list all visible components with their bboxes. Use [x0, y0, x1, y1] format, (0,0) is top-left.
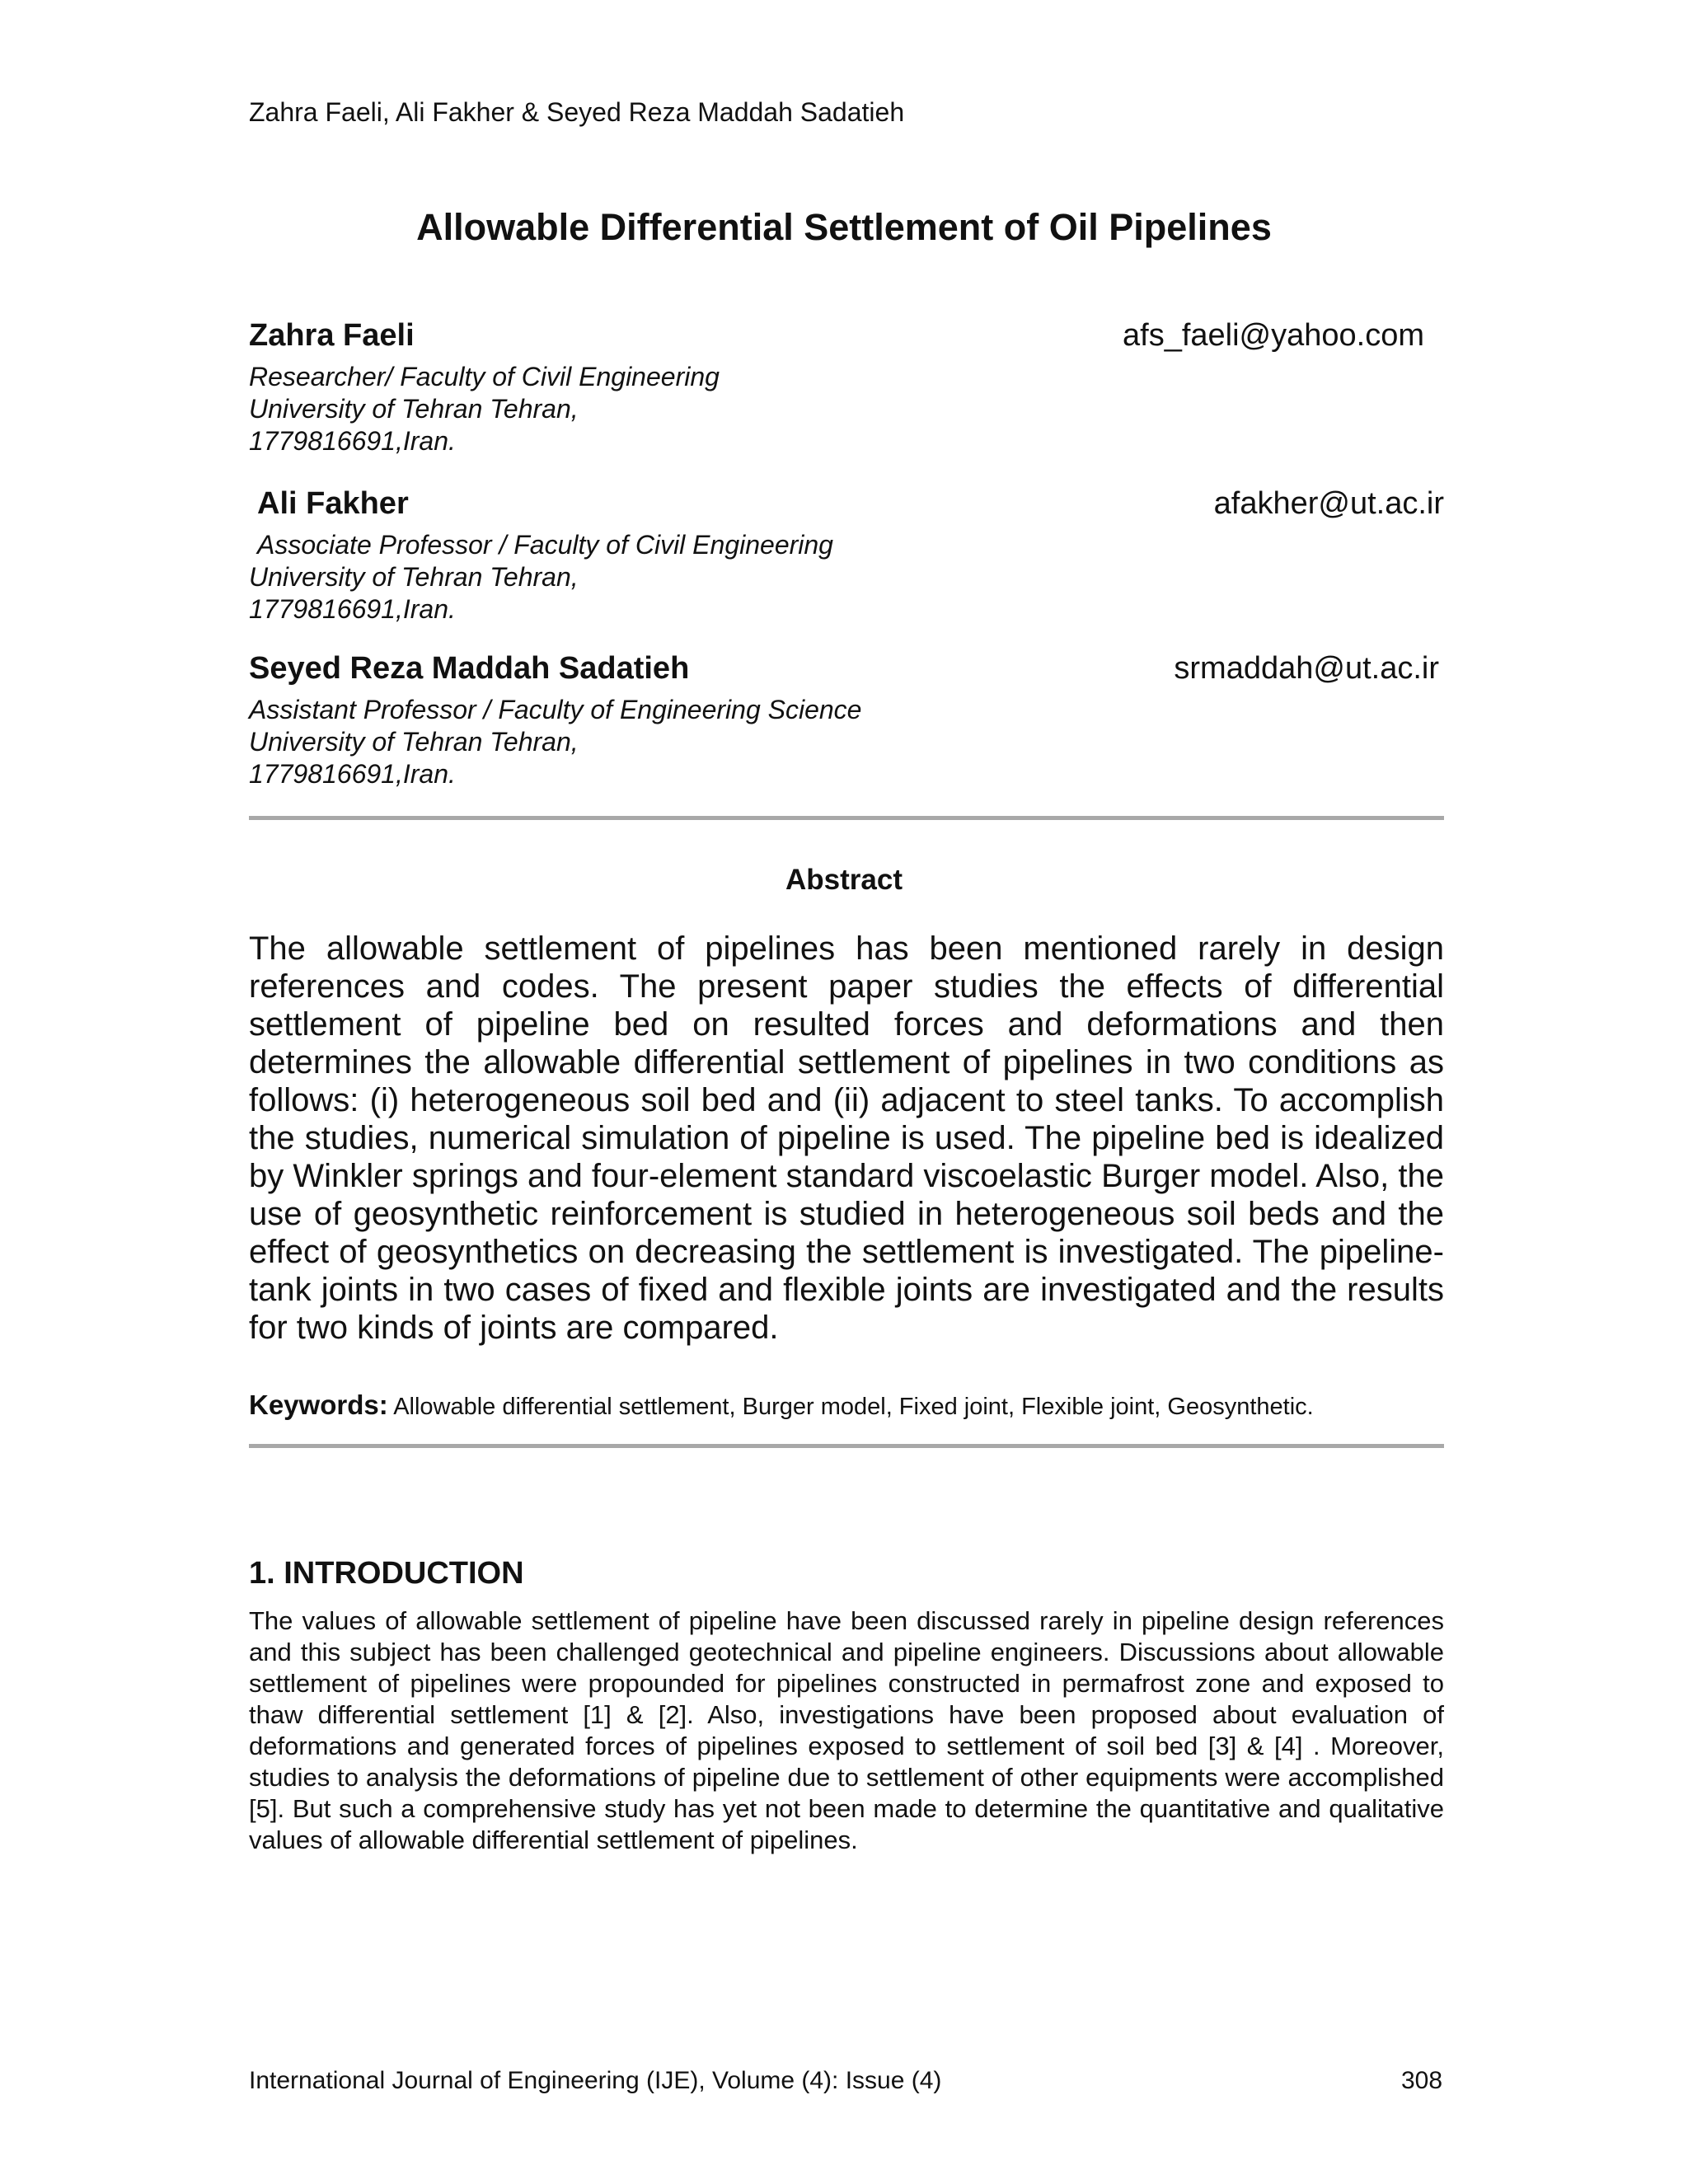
author-email: afakher@ut.ac.ir [1213, 486, 1444, 521]
abstract-text: The allowable settlement of pipelines has been mentioned rarely in design references and codes. The present paper studies the effects of differential settlement of pipeline bed on resulted forces and deformations and then determines the allowable differential settlement of pipelines in two conditions as follows: (i) heterogeneous soil bed and (ii) adjacent to steel tanks. To accomplish the studies, numerical simulation of pipeline is used. The pipeline bed is idealized by Winkler springs and four-element standard viscoelastic Burger model. Also, the use of geosynthetic reinforcement is studied in heterogeneous soil beds and the effect of geosynthetics on decreasing the settlement is investigated. The pipeline-tank joints in two cases of fixed and flexible joints are investigated and the results for two kinds of joints are compared. [249, 930, 1444, 1346]
author-name: Ali Fakher [257, 486, 409, 521]
author-block-1 [249, 318, 1444, 457]
author-block-3 [249, 651, 1444, 790]
section-heading: 1. INTRODUCTION [249, 1556, 524, 1591]
keywords-label: Keywords: [249, 1390, 388, 1420]
affiliation-line: Associate Professor / Faculty of Civil Engineering [257, 530, 833, 560]
section-divider [249, 1444, 1444, 1448]
page-number: 308 [1401, 2067, 1443, 2094]
author-email: srmaddah@ut.ac.ir [1174, 651, 1439, 686]
affiliation-line: University of Tehran Tehran, [249, 727, 579, 757]
affiliation-line: University of Tehran Tehran, [249, 394, 579, 424]
author-block-2 [249, 486, 1444, 626]
affiliation-line: 1779816691,Iran. [249, 426, 456, 456]
author-name: Zahra Faeli [249, 318, 415, 353]
affiliation-line: 1779816691,Iran. [249, 759, 456, 789]
affiliation-line: 1779816691,Iran. [249, 594, 456, 624]
affiliation-line: Assistant Professor / Faculty of Engineering Science [249, 695, 862, 724]
author-email: afs_faeli@yahoo.com [1123, 318, 1424, 353]
running-head: Zahra Faeli, Ali Fakher & Seyed Reza Maddah Sadatieh [249, 97, 905, 127]
keywords-text: Allowable differential settlement, Burger model, Fixed joint, Flexible joint, Geosynthetic. [393, 1394, 1314, 1420]
author-name: Seyed Reza Maddah Sadatieh [249, 651, 690, 686]
keywords [249, 1390, 1444, 1421]
paper-title: Allowable Differential Settlement of Oil Pipelines [416, 206, 1272, 248]
section-divider [249, 816, 1444, 820]
footer-journal: International Journal of Engineering (IJE), Volume (4): Issue (4) [249, 2067, 942, 2094]
affiliation-line: Researcher/ Faculty of Civil Engineering [249, 362, 720, 391]
affiliation-line: University of Tehran Tehran, [249, 562, 579, 592]
introduction-text: The values of allowable settlement of pipeline have been discussed rarely in pipeline design references and this subject has been challenged geotechnical and pipeline engineers. Discussions about allowable settlement of pipelines were propounded for pipelines constructed in permafrost zone and exposed to thaw differential settlement [1] & [2]. Also, investigations have been proposed about evaluation of deformations and generated forces of pipelines exposed to settlement of soil bed [3] & [4] . Moreover, studies to analysis the deformations of pipeline due to settlement of other equipments were accomplished [5]. But such a comprehensive study has yet not been made to determine the quantitative and qualitative values of allowable differential settlement of pipelines. [249, 1606, 1444, 1854]
abstract-heading: Abstract [785, 864, 903, 896]
